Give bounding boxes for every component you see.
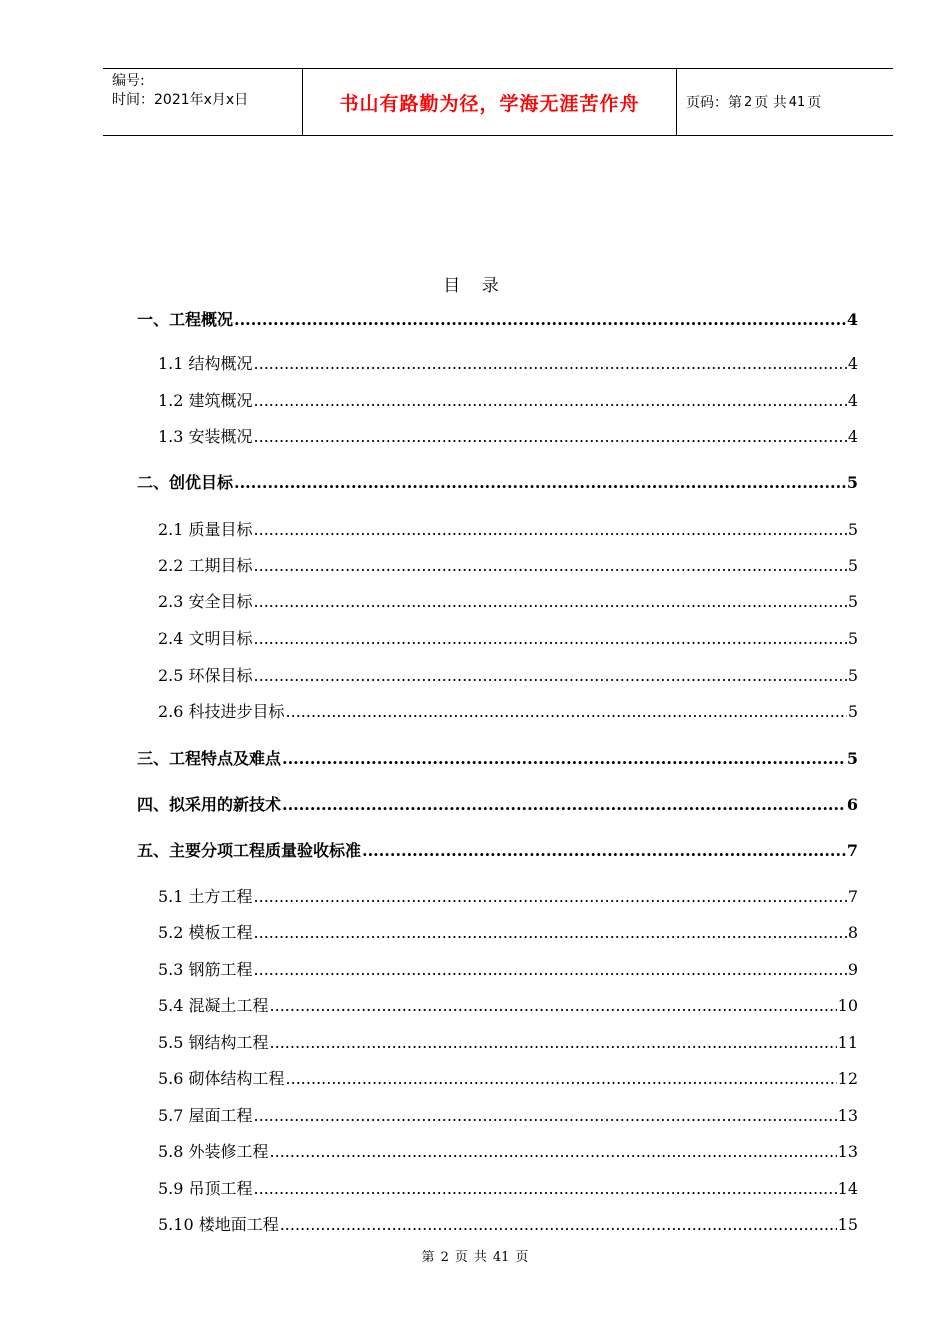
toc-entry-text: 5.5 钢结构工程 [158, 1033, 269, 1052]
header-page-suffix: 页 [807, 95, 822, 111]
toc-entry-page: 5 [846, 749, 858, 768]
toc-entry-text: 1.1 结构概况 [158, 354, 253, 373]
page-footer [0, 1246, 950, 1265]
toc-entry-page: 4 [847, 427, 858, 446]
toc-title: 目 录 [443, 276, 507, 296]
toc-entry[interactable] [158, 922, 858, 944]
toc-entry-page: 5 [847, 666, 858, 685]
footer-mid2: 共 [473, 1250, 487, 1265]
toc-leader-dots [254, 1105, 837, 1127]
toc-entry[interactable] [158, 665, 858, 687]
toc-entry-text: 2.1 质量目标 [158, 520, 253, 539]
footer-suffix: 页 [515, 1250, 529, 1265]
toc-entry[interactable] [158, 701, 858, 723]
toc-entry-text: 5.6 砌体结构工程 [158, 1069, 285, 1088]
header-page-total: 41 [788, 94, 806, 110]
toc-entry[interactable] [158, 426, 858, 448]
footer-page-total: 41 [492, 1250, 510, 1265]
footer-page-current: 2 [440, 1250, 449, 1265]
toc-entry[interactable] [158, 555, 858, 577]
toc-leader-dots [270, 1032, 837, 1054]
toc-entry-text: 2.4 文明目标 [158, 629, 253, 648]
toc-entry-text: 1.3 安装概况 [158, 427, 253, 446]
toc-leader-dots [254, 555, 847, 577]
toc-leader-dots [234, 472, 846, 494]
header-motto: 书山有路勤为径，学海无涯苦作舟 [303, 69, 677, 135]
toc-leader-dots [254, 665, 847, 687]
header-page-current: 2 [744, 94, 753, 110]
toc-leader-dots [254, 426, 847, 448]
toc-entry-text: 5.10 楼地面工程 [158, 1215, 279, 1234]
toc-leader-dots [286, 701, 847, 723]
toc-leader-dots [270, 995, 837, 1017]
toc-entry-text: 2.2 工期目标 [158, 556, 253, 575]
toc-entry[interactable] [158, 1214, 858, 1236]
toc-entry[interactable] [158, 628, 858, 650]
toc-entry-page: 5 [846, 473, 858, 492]
toc-entry-text: 5.7 屋面工程 [158, 1106, 253, 1125]
footer-prefix: 第 [421, 1250, 435, 1265]
toc-leader-dots [234, 309, 846, 331]
toc-entry[interactable] [158, 353, 858, 375]
toc-entry[interactable] [158, 1032, 858, 1054]
toc-entry-page: 10 [837, 996, 858, 1015]
toc-entry-page: 5 [847, 556, 858, 575]
toc-leader-dots [254, 591, 847, 613]
toc-entry-page: 4 [847, 391, 858, 410]
toc-entry[interactable] [137, 840, 858, 862]
toc-entry-page: 6 [846, 795, 858, 814]
toc-entry-page: 12 [837, 1069, 858, 1088]
toc-entry-page: 7 [846, 841, 858, 860]
toc-entry-page: 5 [847, 592, 858, 611]
toc-entry[interactable] [158, 519, 858, 541]
toc-entry-page: 13 [837, 1142, 858, 1161]
toc-entry[interactable] [158, 591, 858, 613]
toc-entry-page: 7 [847, 887, 858, 906]
toc-entry-page: 4 [846, 310, 858, 329]
toc-entry[interactable] [137, 472, 858, 494]
toc-leader-dots [254, 886, 847, 908]
toc-entry[interactable] [158, 995, 858, 1017]
toc-entry-page: 9 [847, 960, 858, 979]
toc-entry-text: 5.9 吊顶工程 [158, 1179, 253, 1198]
toc-entry[interactable] [158, 1105, 858, 1127]
toc-entry[interactable] [137, 309, 858, 331]
toc-entry-text: 五、主要分项工程质量验收标准 [137, 841, 362, 860]
toc-leader-dots [282, 794, 846, 816]
toc-leader-dots [254, 519, 847, 541]
toc-entry[interactable] [137, 748, 858, 770]
toc-entry-page: 5 [847, 629, 858, 648]
toc-leader-dots [254, 353, 847, 375]
toc-entry-page: 11 [837, 1033, 858, 1052]
header-page-prefix: 页码：第 [686, 95, 742, 111]
toc-entry-page: 8 [847, 923, 858, 942]
toc-entry-page: 4 [847, 354, 858, 373]
toc-entry[interactable] [158, 959, 858, 981]
toc-entry-text: 5.3 钢筋工程 [158, 960, 253, 979]
toc-leader-dots [270, 1141, 837, 1163]
toc-entry-text: 一、工程概况 [137, 310, 234, 329]
toc-entry-text: 三、工程特点及难点 [137, 749, 282, 768]
toc-entry-text: 2.3 安全目标 [158, 592, 253, 611]
toc-entry-text: 5.2 模板工程 [158, 923, 253, 942]
toc-leader-dots [362, 840, 846, 862]
toc-entry[interactable] [158, 1068, 858, 1090]
header-page-mid: 页 共 [754, 95, 787, 111]
toc-leader-dots [286, 1068, 837, 1090]
toc-entry[interactable] [158, 1141, 858, 1163]
toc-leader-dots [254, 1178, 837, 1200]
toc-entry-text: 5.1 土方工程 [158, 887, 253, 906]
toc-entry-text: 1.2 建筑概况 [158, 391, 253, 410]
toc-entry-page: 13 [837, 1106, 858, 1125]
toc-entry[interactable] [158, 1178, 858, 1200]
toc-entry-text: 二、创优目标 [137, 473, 234, 492]
toc-entry[interactable] [158, 390, 858, 412]
toc-entry-page: 15 [837, 1215, 858, 1234]
toc-leader-dots [254, 390, 847, 412]
footer-mid1: 页 [454, 1250, 468, 1265]
document-time-label: 时间：2021年x月x日 [112, 92, 249, 108]
toc-leader-dots [254, 922, 847, 944]
toc-entry-text: 5.8 外装修工程 [158, 1142, 269, 1161]
toc-entry-text: 2.5 环保目标 [158, 666, 253, 685]
toc-entry-page: 5 [847, 520, 858, 539]
toc-leader-dots [254, 628, 847, 650]
toc-leader-dots [280, 1214, 837, 1236]
toc-entry-text: 四、拟采用的新技术 [137, 795, 282, 814]
toc-entry[interactable] [137, 794, 858, 816]
toc-entry-text: 5.4 混凝土工程 [158, 996, 269, 1015]
toc-entry[interactable] [158, 886, 858, 908]
toc-entry-text: 2.6 科技进步目标 [158, 702, 285, 721]
toc-entry-page: 5 [847, 702, 858, 721]
toc-entry-page: 14 [837, 1179, 858, 1198]
document-number-label: 编号: [112, 73, 145, 89]
toc-leader-dots [282, 748, 846, 770]
toc-leader-dots [254, 959, 847, 981]
